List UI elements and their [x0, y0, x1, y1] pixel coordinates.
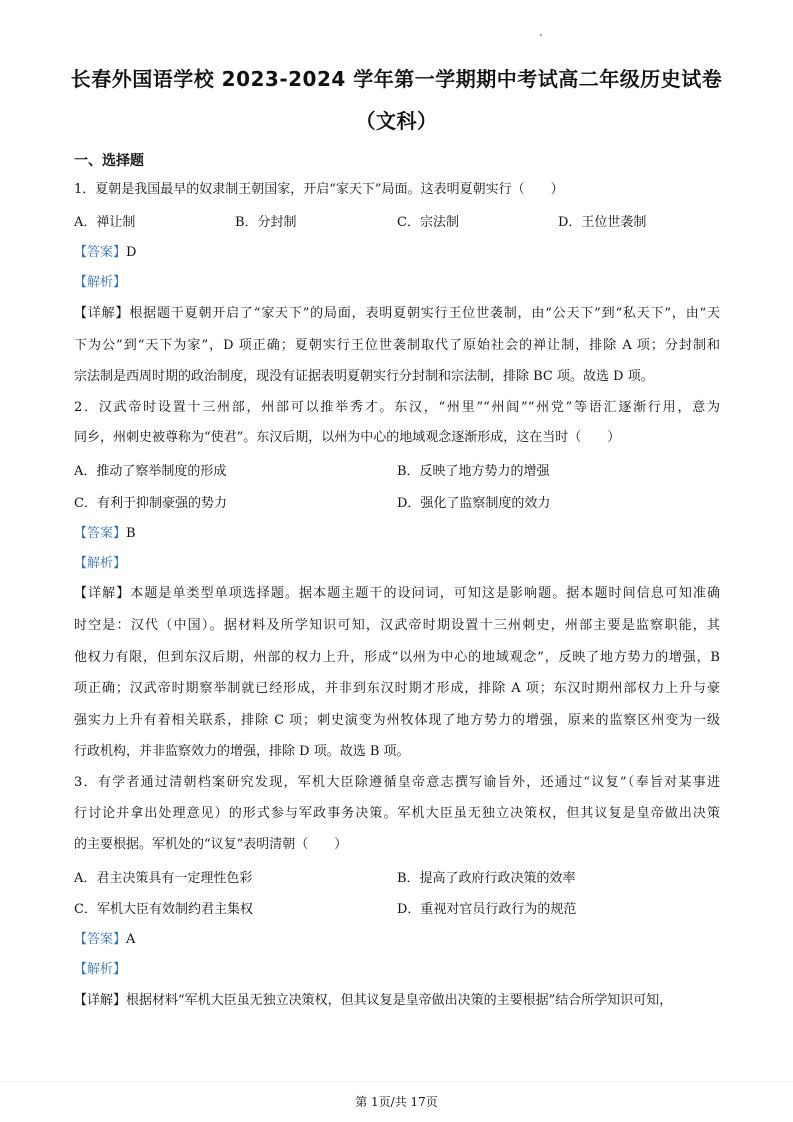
detail-tag: 【详解】: [74, 306, 130, 321]
q3-stem-line: 3．有学者通过清朝档案研究发现，军机大臣除遵循皇帝意志撰写谕旨外，还通过“议复”（奉旨对某事进: [74, 775, 720, 790]
q3-option-a: A．君主决策具有一定理性色彩: [74, 871, 253, 886]
q3-detail-line: [74, 991, 720, 1011]
analysis-tag: 【解析】: [74, 962, 127, 977]
answer-value: D: [126, 245, 137, 260]
exam-title: 长春外国语学校 2023-2024 学年第一学期期中考试高二年级历史试卷: [70, 67, 723, 91]
q3-option-c: C．军机大臣有效制约君主集权: [74, 902, 253, 917]
q1-option-a: A．禅让制: [74, 215, 136, 230]
q2-detail-line: 行政机构，并非监察效力的增强，排除 D 项。故选 B 项。: [74, 744, 410, 759]
q2-option-a: A．推动了察举制度的形成: [74, 464, 227, 479]
q3-answer: [74, 930, 720, 950]
q1-detail-line: 宗法制是西周时期的政治制度，现没有证据表明夏朝实行分封制和宗法制，排除 BC 项。故选 D 项。: [74, 369, 654, 384]
q2-analysis: [74, 554, 720, 574]
detail-text: 根据题干夏朝开启了“家天下”的局面，表明夏朝实行王位世袭制，由“公天下”到“私天下”，由“天: [129, 306, 720, 321]
q3-stem-line: 的主要根据。军机处的“议复”表明清朝（ ）: [74, 837, 348, 852]
q2-option-c: C．有利于抑制豪强的势力: [74, 496, 227, 511]
q1-stem: 1．夏朝是我国最早的奴隶制王朝国家，开启“家天下”局面。这表明夏朝实行（ ）: [74, 182, 564, 197]
q1-option-b: B．分封制: [235, 215, 297, 230]
detail-text: 本题是单类型单项选择题。据本题主题干的设问词，可知这是影响题。据本题时间信息可知准确: [130, 586, 720, 601]
answer-value: B: [126, 526, 136, 541]
q3-analysis: [74, 960, 720, 980]
q2-option-d: D．强化了监察制度的效力: [397, 496, 551, 511]
detail-tag: 【详解】: [74, 586, 131, 601]
answer-tag: 【答案】: [74, 526, 127, 541]
q2-stem-line: 同乡，州刺史被尊称为“使君”。东汉后期，以州为中心的地域观念逐渐形成，这在当时（ ）: [74, 430, 621, 445]
q1-analysis: [74, 273, 720, 293]
q2-detail-line: 强实力上升有着相关联系，排除 C 项；刺史演变为州牧体现了地方势力的增强，原来的监察区州变为一级: [74, 713, 720, 728]
q2-detail-line: 时空是：汉代（中国）。据材料及所学知识可知，汉武帝时期设置十三州刺史，州部主要是监察职能，其: [74, 618, 720, 633]
q2-answer: [74, 524, 720, 544]
q1-detail-line: 下为公”到“天下为家”，D 项正确；夏朝实行王位世袭制取代了原始社会的禅让制，排除 A 项；分封制和: [74, 338, 720, 353]
answer-tag: 【答案】: [74, 245, 127, 260]
q1-option-d: D．王位世袭制: [558, 215, 647, 230]
analysis-tag: 【解析】: [74, 556, 127, 571]
q2-option-b: B．反映了地方势力的增强: [397, 464, 550, 479]
answer-tag: 【答案】: [74, 932, 127, 947]
exam-subtitle: （文科）: [355, 109, 438, 133]
q2-detail-line: [74, 584, 720, 604]
q2-detail-line: 项正确；汉武帝时期察举制就已经形成，并非到东汉时期才形成，排除 A 项；东汉时期州部权力上升与豪: [74, 681, 720, 696]
footer-divider: [0, 1081, 793, 1082]
analysis-tag: 【解析】: [74, 275, 127, 290]
section-heading: 一、选择题: [74, 153, 144, 169]
q1-answer: [74, 243, 720, 263]
q3-option-d: D．重视对官员行政行为的规范: [397, 902, 577, 917]
q3-option-b: B．提高了政府行政决策的效率: [397, 871, 576, 886]
q2-stem-line: 2．汉武帝时设置十三州部，州部可以推举秀才。东汉，“州里”“州闾”“州党”等语汇逐渐行用，意为: [74, 400, 720, 415]
q2-detail-line: 他权力有限，但到东汉后期，州部的权力上升，形成“以州为中心的地域观念”，反映了地方势力的增强，B: [74, 650, 720, 665]
q1-option-c: C．宗法制: [397, 215, 459, 230]
detail-tag: 【详解】: [74, 993, 127, 1008]
detail-text: 根据材料“军机大臣虽无独立决策权，但其议复是皇帝做出决策的主要根据”结合所学知识可知，: [126, 993, 673, 1008]
q3-stem-line: 行讨论并拿出处理意见）的形式参与军政事务决策。军机大臣虽无独立决策权，但其议复是皇帝做出决策: [74, 806, 720, 821]
answer-value: A: [126, 932, 136, 947]
page-number: 第 1页/共 17页: [355, 1095, 438, 1109]
q1-detail-line: [74, 304, 720, 324]
scan-dot: [540, 34, 542, 36]
